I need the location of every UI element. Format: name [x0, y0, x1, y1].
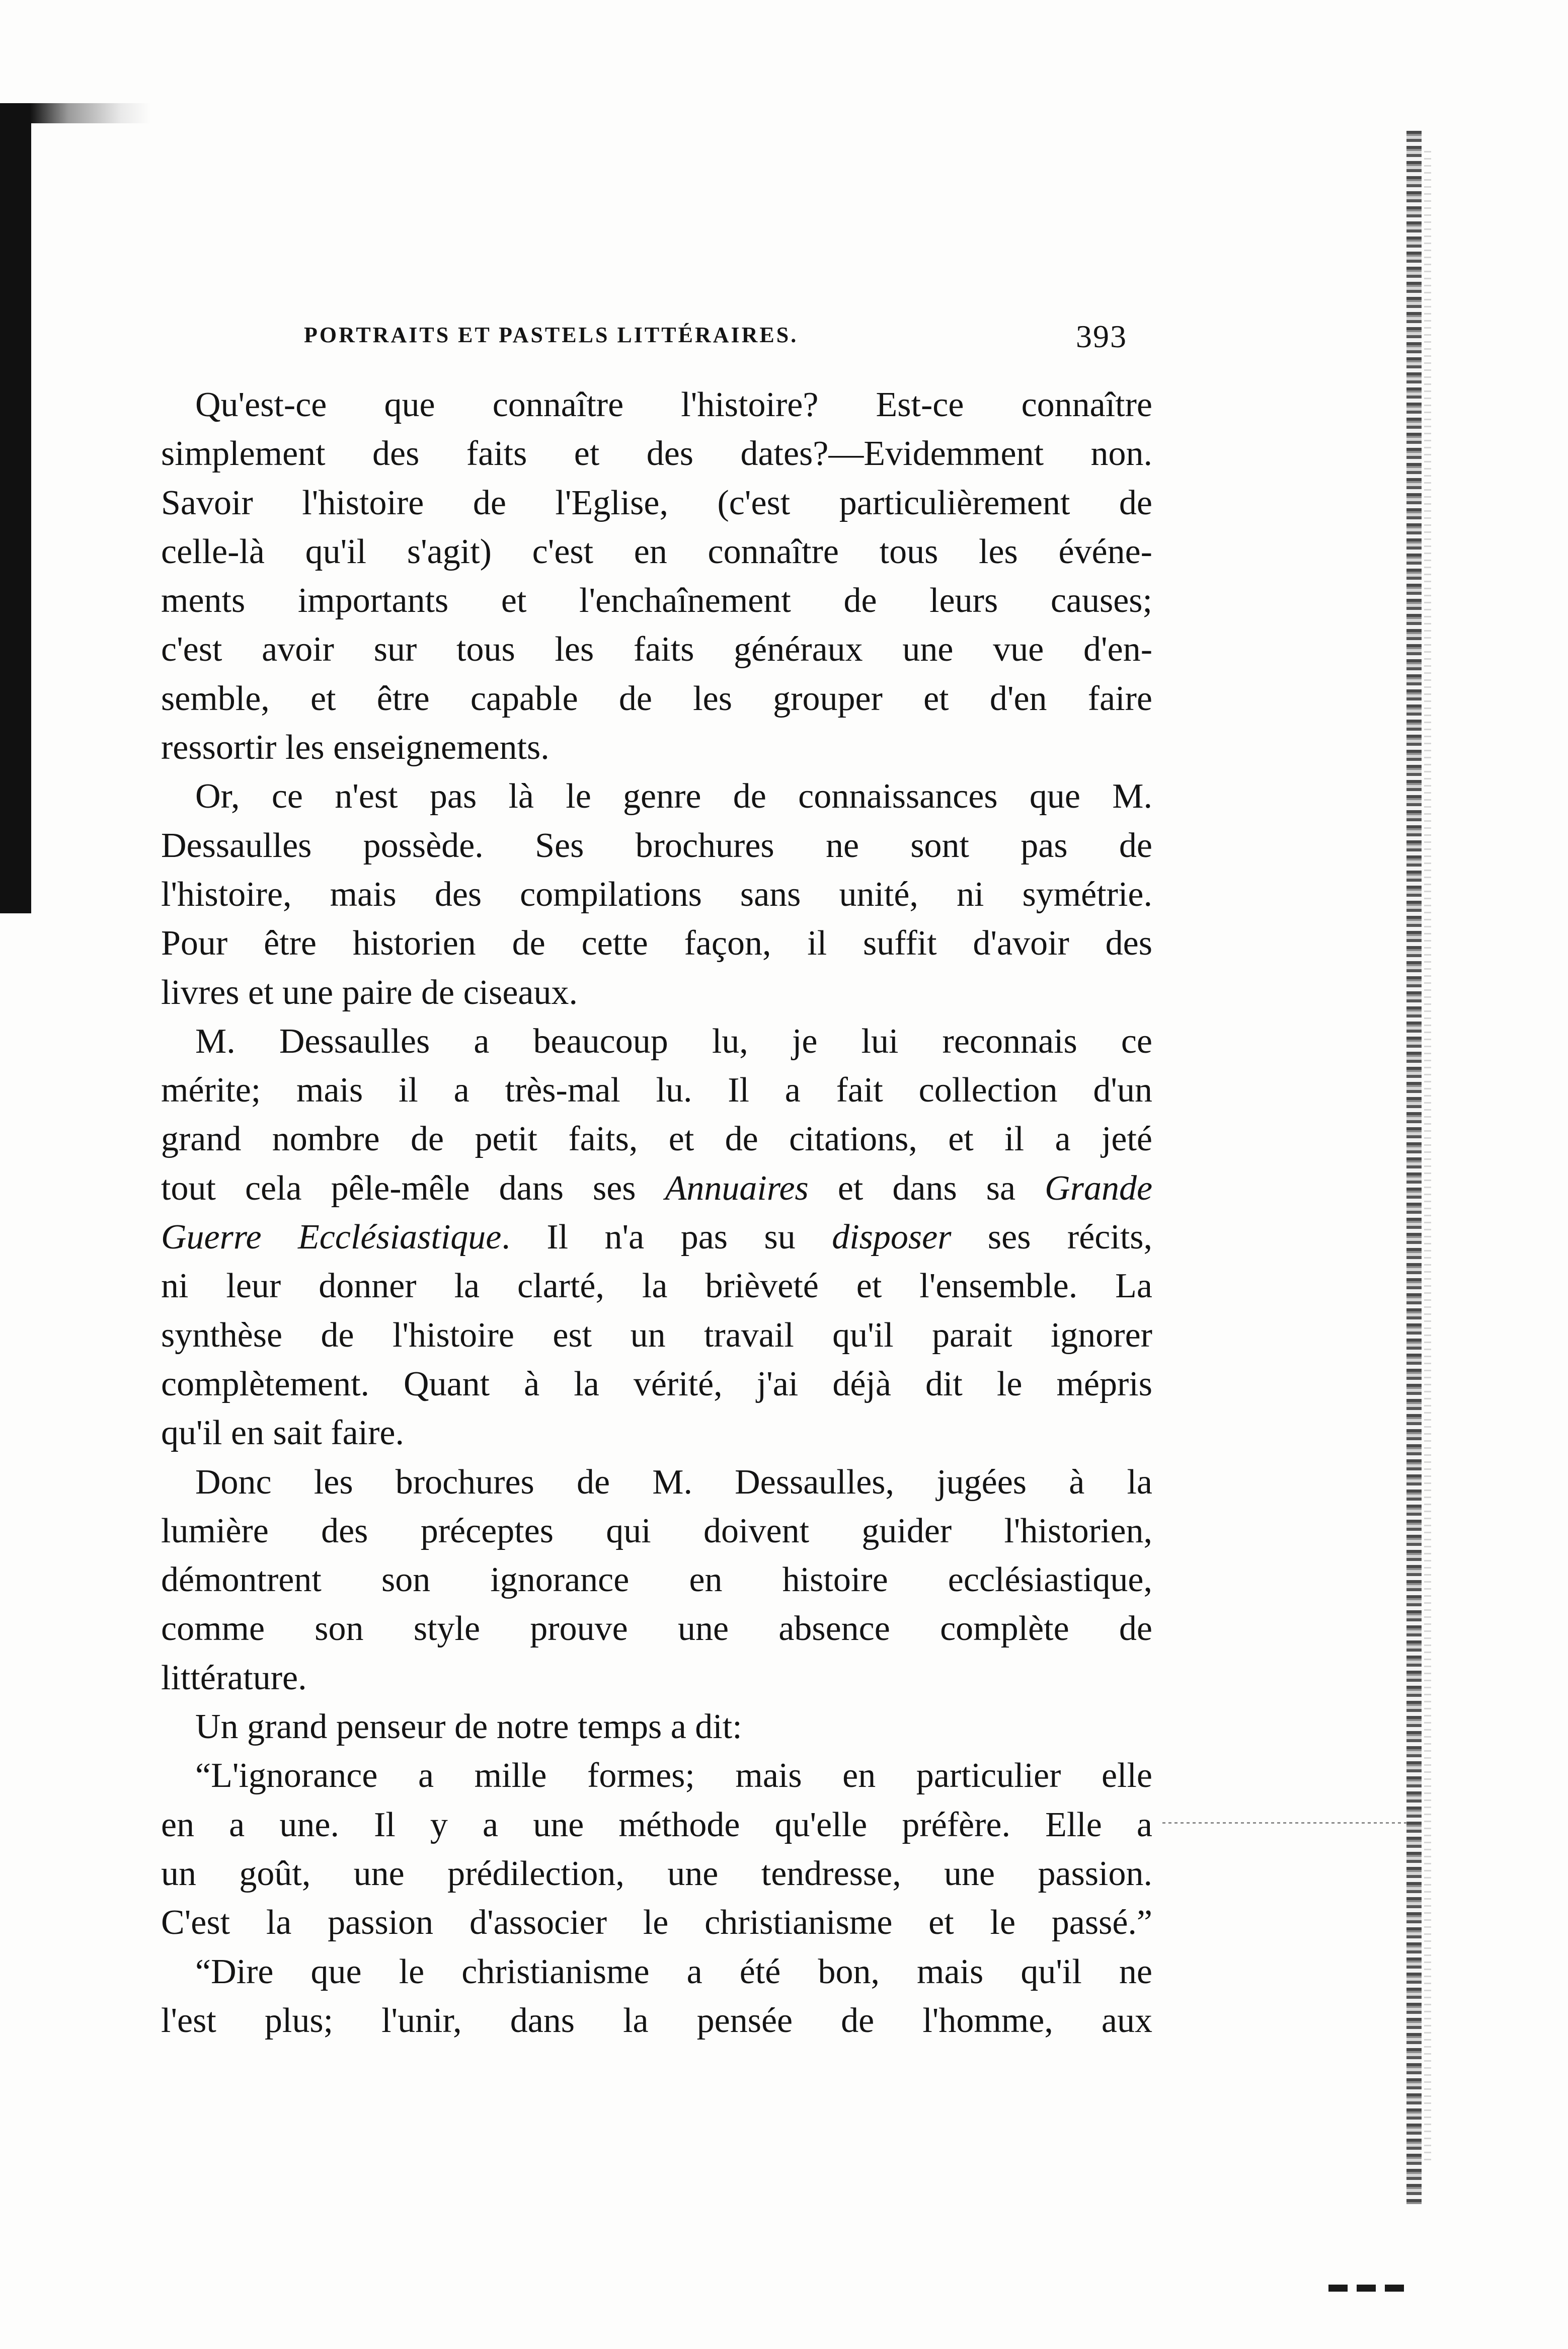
- text-line: C'est la passion d'associer le christianisme et le passé.”: [161, 1903, 1152, 1942]
- text-line: ressortir les enseignements.: [161, 728, 550, 767]
- page-edge-right: [1406, 131, 1422, 2204]
- text-line: synthèse de l'histoire est un travail qu'il parait ignorer: [161, 1315, 1152, 1355]
- text-line: ments importants et l'enchaînement de leurs causes;: [161, 581, 1152, 620]
- binding-edge: [0, 123, 31, 913]
- page-edge-speckle: [1424, 151, 1431, 2164]
- body-text: [161, 380, 1152, 2045]
- text-line: c'est avoir sur tous les faits généraux une vue d'en-: [161, 630, 1152, 669]
- text-line: livres et une paire de ciseaux.: [161, 973, 578, 1012]
- text-line: l'est plus; l'unir, dans la pensée de l'homme, aux: [161, 2001, 1152, 2040]
- text-line: mérite; mais il a très-mal lu. Il a fait collection d'un: [161, 1071, 1152, 1110]
- italic-run: Guerre Ecclésiastique: [161, 1218, 502, 1257]
- text-line: M. Dessaulles a beaucoup lu, je lui reconnais ce: [195, 1022, 1152, 1061]
- text-line: comme son style prouve une absence complète de: [161, 1609, 1152, 1649]
- text-run: ses récits,: [987, 1218, 1153, 1257]
- text-line: Donc les brochures de M. Dessaulles, jugées à la: [195, 1462, 1152, 1502]
- text-line: littérature.: [161, 1658, 307, 1697]
- text-line: lumière des préceptes qui doivent guider l'historien,: [161, 1511, 1152, 1550]
- text-line-mixed: [161, 1164, 1152, 1213]
- text-line-mixed: [161, 1213, 1152, 1262]
- text-line: complètement. Quant à la vérité, j'ai déjà dit le mépris: [161, 1364, 1152, 1403]
- text-run: . Il n'a pas su: [501, 1218, 796, 1257]
- text-line: l'histoire, mais des compilations sans unité, ni symétrie.: [161, 875, 1152, 914]
- text-line: démontrent son ignorance en histoire ecclésiastique,: [161, 1560, 1152, 1600]
- running-title: PORTRAITS ET PASTELS LITTÉRAIRES.: [304, 323, 799, 347]
- text-line: Dessaulles possède. Ses brochures ne sont pas de: [161, 826, 1152, 865]
- text-line: grand nombre de petit faits, et de citations, et il a jeté: [161, 1120, 1152, 1159]
- text-line: semble, et être capable de les grouper et d'en faire: [161, 679, 1152, 718]
- scan-artifact-marks: [1328, 2285, 1409, 2292]
- text-line: celle-là qu'il s'agit) c'est en connaître tous les événe-: [161, 532, 1152, 571]
- text-line: Un grand penseur de notre temps a dit:: [195, 1707, 742, 1747]
- text-line: “L'ignorance a mille formes; mais en particulier elle: [195, 1756, 1152, 1795]
- text-run: et dans sa: [837, 1168, 1016, 1208]
- italic-run: Grande: [1045, 1168, 1153, 1208]
- text-line: “Dire que le christianisme a été bon, mais qu'il ne: [195, 1952, 1152, 1991]
- text-run: tout cela pêle-mêle dans ses: [161, 1168, 636, 1208]
- text-line: un goût, une prédilection, une tendresse, une passion.: [161, 1854, 1152, 1893]
- page-number: 393: [1076, 319, 1127, 354]
- text-line: Savoir l'histoire de l'Eglise, (c'est particulièrement de: [161, 483, 1152, 522]
- text-line: Or, ce n'est pas là le genre de connaissances que M.: [195, 777, 1152, 816]
- text-line: Qu'est-ce que connaître l'histoire? Est-ce connaître: [195, 385, 1152, 424]
- scan-artifact-line: [1162, 1822, 1409, 1824]
- text-line: qu'il en sait faire.: [161, 1414, 404, 1453]
- text-line: simplement des faits et des dates?—Evidemment non.: [161, 434, 1152, 474]
- italic-run: Annuaires: [665, 1168, 809, 1208]
- text-line: ni leur donner la clarté, la brièveté et l'ensemble. La: [161, 1267, 1152, 1306]
- binding-shadow: [0, 103, 151, 123]
- running-header: [304, 318, 1127, 358]
- italic-run: disposer: [832, 1218, 952, 1257]
- text-line: Pour être historien de cette façon, il suffit d'avoir des: [161, 924, 1152, 963]
- text-line: en a une. Il y a une méthode qu'elle préfère. Elle a: [161, 1805, 1152, 1844]
